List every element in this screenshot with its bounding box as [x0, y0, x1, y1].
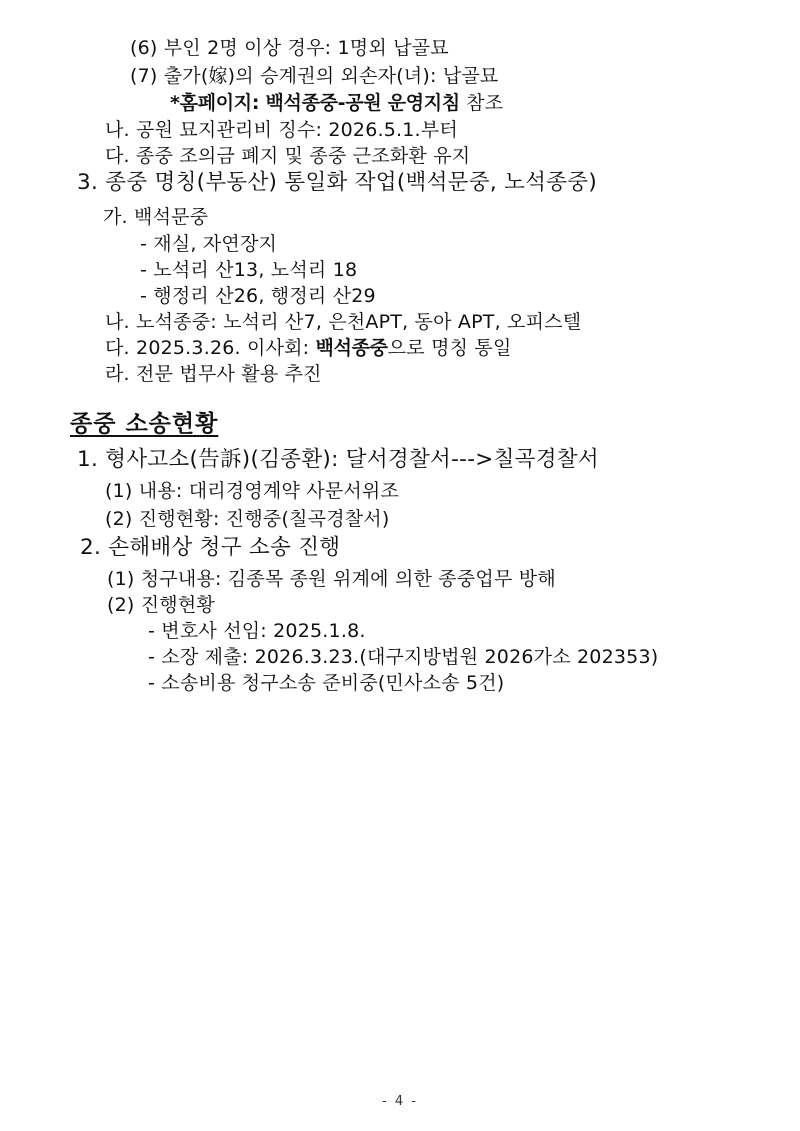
section-3-heading: 3. 종중 명칭(부동산) 통일화 작업(백석문중, 노석종중)	[77, 170, 598, 195]
page-number: - 4 -	[382, 1094, 418, 1109]
section-3-ra: 라. 전문 법무사 활용 추진	[105, 363, 322, 385]
section-3-ga: 가. 백석문중	[103, 206, 209, 228]
section-3-ga-item: - 노석리 산13, 노석리 18	[140, 259, 358, 281]
section-3-da-bold: 백석종중	[315, 337, 388, 359]
case-2-status-item: - 소송비용 청구소송 준비중(민사소송 5건)	[148, 672, 505, 694]
section-3-na: 나. 노석종중: 노석리 산7, 은천APT, 동아 APT, 오피스텔	[105, 311, 582, 333]
case-2-claim: (1) 청구내용: 김종목 종원 위계에 의한 종중업무 방해	[107, 568, 556, 590]
lawsuit-section-title: 종중 소송현황	[70, 411, 219, 437]
item-6: (6) 부인 2명 이상 경우: 1명외 납골묘	[130, 37, 449, 59]
homepage-reference-tail: 참조	[459, 92, 504, 114]
item-7: (7) 출가(嫁)의 승계권의 외손자(녀): 납골묘	[130, 65, 499, 87]
section-3-da	[105, 335, 512, 361]
section-3-da-post: 으로 명칭 통일	[387, 337, 512, 359]
section-3-da-pre: 다. 2025.3.26. 이사회:	[105, 337, 316, 359]
homepage-reference	[170, 90, 503, 116]
case-1-status: (2) 진행현황: 진행중(칠곡경찰서)	[105, 508, 390, 530]
case-2-status-item: - 변호사 선임: 2025.1.8.	[148, 620, 366, 642]
condolence-item: 다. 종중 조의금 폐지 및 종중 근조화환 유지	[105, 145, 471, 167]
case-1-heading: 1. 형사고소(告訴)(김종환): 달서경찰서--->칠곡경찰서	[77, 447, 599, 472]
case-2-status-label: (2) 진행현황	[107, 594, 215, 616]
case-2-heading: 2. 손해배상 청구 소송 진행	[80, 535, 341, 560]
homepage-reference-bold: *홈페이지: 백석종중-공원 운영지침	[170, 92, 460, 114]
section-3-ga-item: - 재실, 자연장지	[140, 233, 278, 255]
cemetery-fee-item: 나. 공원 묘지관리비 징수: 2026.5.1.부터	[105, 119, 458, 141]
case-1-content: (1) 내용: 대리경영계약 사문서위조	[105, 480, 400, 502]
section-3-ga-item: - 행정리 산26, 행정리 산29	[140, 285, 376, 307]
case-2-status-item: - 소장 제출: 2026.3.23.(대구지방법원 2026가소 202353)	[148, 646, 659, 668]
